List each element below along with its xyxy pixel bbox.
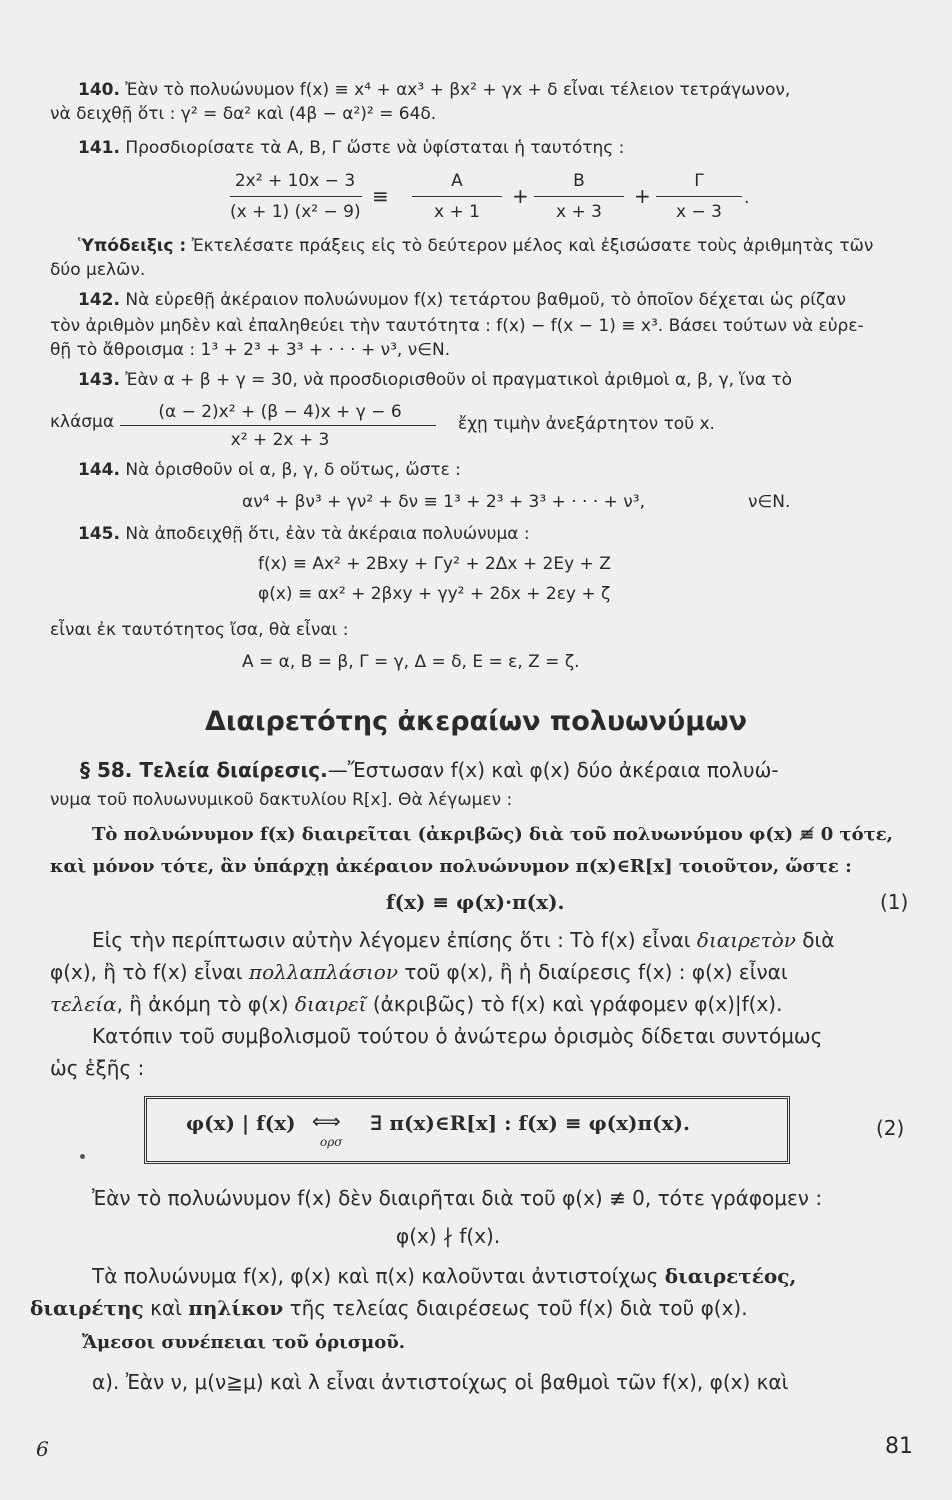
text-line7 xyxy=(92,1266,796,1286)
exercise-145-line1 xyxy=(78,526,530,543)
signature-mark: 6 xyxy=(36,1437,49,1461)
box-left: φ(x) | f(x) xyxy=(186,1111,296,1135)
exercise-142-line3: θῇ τὸ ἄθροισμα : 1³ + 2³ + 3³ + · · · + ν³, ν∈N. xyxy=(50,340,451,360)
text: καὶ xyxy=(143,1296,189,1320)
text: , ἢ ἀκόμη τὸ φ(x) xyxy=(116,992,295,1016)
bold-term: διαιρέτης xyxy=(30,1296,144,1320)
exercise-140-line2: νὰ δειχθῇ ὅτι : γ² = δα² καὶ (4β − α²)² = 64δ. xyxy=(50,104,437,124)
exercise-144-line1 xyxy=(78,462,461,479)
fraction-bar xyxy=(230,196,362,197)
text: (ἀκριβῶς) τὸ f(x) καὶ γράφομεν φ(x)|f(x). xyxy=(366,992,783,1016)
hint-text: Ἐκτελέσατε πράξεις εἰς τὸ δεύτερον μέλος καὶ ἐξισώσατε τοὺς ἀριθμητὰς τῶν xyxy=(191,236,874,256)
equation-3: φ(x) ∤ f(x). xyxy=(396,1224,501,1248)
section-58-line2: νυμα τοῦ πολυωνυμικοῦ δακτυλίου R[x]. Θὰ λέγωμεν : xyxy=(50,790,513,810)
klasma-word: κλάσμα xyxy=(50,412,115,432)
emphasis: διαιρετὸν xyxy=(696,928,796,952)
fraction-bar xyxy=(412,196,502,197)
equation-1-tag: (1) xyxy=(880,890,909,914)
equation-1: f(x) ≡ φ(x)·π(x). xyxy=(386,890,565,914)
text-line9: α). Ἐὰν ν, μ(ν≧μ) καὶ λ εἶναι ἀντιστοίχως οἱ βαθμοὶ τῶν f(x), φ(x) καὶ xyxy=(92,1370,789,1394)
section-58-line1 xyxy=(80,760,779,780)
exercise-number: 141. xyxy=(78,138,120,158)
box-right: ∃ π(x)∈R[x] : f(x) ≡ φ(x)π(x). xyxy=(370,1111,690,1135)
stray-dot xyxy=(80,1154,85,1159)
exercise-141-line1 xyxy=(78,140,624,157)
exercise-number: 144. xyxy=(78,460,120,480)
fraction-denominator: (x + 1) (x² − 9) xyxy=(230,202,361,222)
exercise-text: Νὰ ὁρισθοῦν οἱ α, β, γ, δ οὕτως, ὥστε : xyxy=(125,460,461,480)
definition-line2: καὶ μόνον τότε, ἂν ὑπάρχῃ ἀκέραιον πολυώνυμον π(x)∈R[x] τοιοῦτον, ὥστε : xyxy=(50,856,852,877)
emphasis: τελεία xyxy=(50,992,117,1016)
exercise-text: Νὰ εὑρεθῇ ἀκέραιον πολυώνυμον f(x) τετάρτου βαθμοῦ, τὸ ὁποῖον δέχεται ὡς ρίζαν xyxy=(125,290,846,310)
hint-line1 xyxy=(78,238,873,255)
exercise-143-line1 xyxy=(78,372,792,389)
exercise-142-line1 xyxy=(78,292,846,309)
text-line4: Κατόπιν τοῦ συμβολισμοῦ τούτου ὁ ἀνώτερω ὁρισμὸς δίδεται συντόμως xyxy=(92,1024,823,1048)
text-line6: Ἐὰν τὸ πολυώνυμον f(x) δὲν διαιρῆται διὰ τοῦ φ(x) ≢ 0, τότε γράφομεν : xyxy=(92,1186,823,1210)
fraction-numerator: (α − 2)x² + (β − 4)x + γ − 6 xyxy=(158,402,402,422)
exercise-140-line1 xyxy=(78,82,790,99)
exercise-145-eq2: φ(x) ≡ αx² + 2βxy + γy² + 2δx + 2εy + ζ xyxy=(258,584,611,604)
text: Τὰ πολυώνυμα f(x), φ(x) καὶ π(x) καλοῦνται ἀντιστοίχως xyxy=(92,1264,665,1288)
box-arrow: ⟺ xyxy=(312,1109,341,1133)
exercise-number: 140. xyxy=(78,80,120,100)
bold-term: πηλίκον xyxy=(188,1296,284,1320)
exercise-145-eq1: f(x) ≡ Αx² + 2Βxy + Γy² + 2Δx + 2Εy + Ζ xyxy=(258,554,611,574)
fraction-a-denominator: x + 1 xyxy=(434,202,480,222)
page-number: 81 xyxy=(885,1434,913,1459)
exercise-number: 142. xyxy=(78,290,120,310)
exercise-number: 143. xyxy=(78,370,120,390)
exercise-text: Ἐὰν α + β + γ = 30, νὰ προσδιορισθοῦν οἱ πραγματικοὶ ἀριθμοὶ α, β, γ, ἵνα τὸ xyxy=(125,370,792,390)
exercise-144-condition: ν∈N. xyxy=(748,492,791,512)
section-text: —Ἔστωσαν f(x) καὶ φ(x) δύο ἀκέραια πολυώ- xyxy=(327,758,779,782)
text-line3 xyxy=(50,994,782,1014)
exercise-text: Νὰ ἀποδειχθῇ ὅτι, ἐὰν τὰ ἀκέραια πολυώνυμα : xyxy=(125,524,530,544)
fraction-c-denominator: x − 3 xyxy=(676,202,722,222)
exercise-number: 145. xyxy=(78,524,120,544)
exercise-145-line4: εἶναι ἐκ ταυτότητος ἴσα, θὰ εἶναι : xyxy=(50,620,349,640)
section-heading: Διαιρετότης ἀκεραίων πολυωνύμων xyxy=(205,706,747,737)
fraction-a-numerator: Α xyxy=(451,171,463,191)
exercise-text: Ἐὰν τὸ πολυώνυμον f(x) ≡ x⁴ + αx³ + βx² + γx + δ εἶναι τέλειον τετράγωνον, xyxy=(125,80,791,100)
text-line5: ὡς ἑξῆς : xyxy=(50,1056,145,1080)
fraction-b-denominator: x + 3 xyxy=(556,202,602,222)
plus-sign: + xyxy=(634,184,651,208)
text-line1 xyxy=(92,930,834,950)
text-line2 xyxy=(50,962,788,982)
exercise-144-equation: αν⁴ + βν³ + γν² + δν ≡ 1³ + 2³ + 3³ + · · · + ν³, xyxy=(242,492,645,512)
fraction-c-numerator: Γ xyxy=(694,171,704,191)
bold-term: διαιρετέος, xyxy=(664,1264,797,1288)
fraction-bar xyxy=(120,425,436,426)
equiv-sign: ≡ xyxy=(372,184,389,208)
fraction-numerator: 2x² + 10x − 3 xyxy=(234,171,356,191)
fraction-bar xyxy=(656,196,742,197)
exercise-142-line2: τὸν ἀριθμὸν μηδὲν καὶ ἐπαληθεύει τὴν ταυτότητα : f(x) − f(x − 1) ≡ x³. Βάσει τούτων νὰ εὑρε- xyxy=(50,316,864,336)
hint-line2: δύο μελῶν. xyxy=(50,260,146,280)
text: τοῦ φ(x), ἢ ἡ διαίρεσις f(x) : φ(x) εἶναι xyxy=(397,960,788,984)
definition-line1: Τὸ πολυώνυμον f(x) διαιρεῖται (ἀκριβῶς) διὰ τοῦ πολυωνύμου φ(x) ≢ 0 τότε, xyxy=(92,824,893,845)
exercise-text: Προσδιορίσατε τὰ Α, Β, Γ ὥστε νὰ ὑφίσταται ἡ ταυτότης : xyxy=(125,138,625,158)
subsection-title: Ἄμεσοι συνέπειαι τοῦ ὁρισμοῦ. xyxy=(82,1332,405,1353)
text: φ(x), ἢ τὸ f(x) εἶναι xyxy=(50,960,249,984)
box-arrow-subscript: ορσ xyxy=(320,1135,343,1149)
fraction-bar xyxy=(534,196,624,197)
period: . xyxy=(744,188,750,208)
hint-label: Ὑπόδειξις : xyxy=(78,236,187,256)
emphasis: διαιρεῖ xyxy=(294,992,367,1016)
fraction-b-numerator: Β xyxy=(573,171,585,191)
exercise-143-rest: ἔχῃ τιμὴν ἀνεξάρτητον τοῦ x. xyxy=(458,414,715,434)
exercise-145-eq3: Α = α, Β = β, Γ = γ, Δ = δ, Ε = ε, Ζ = ζ. xyxy=(242,652,580,672)
text: Εἰς τὴν περίπτωσιν αὐτὴν λέγομεν ἐπίσης ὅτι : Τὸ f(x) εἶναι xyxy=(92,928,697,952)
section-title: § 58. Τελεία διαίρεσις. xyxy=(80,758,328,782)
text: τῆς τελείας διαιρέσεως τοῦ f(x) διὰ τοῦ φ(x). xyxy=(283,1296,748,1320)
text-line8 xyxy=(30,1298,748,1318)
fraction-denominator: x² + 2x + 3 xyxy=(230,430,330,450)
text: διὰ xyxy=(795,928,835,952)
emphasis: πολλαπλάσιον xyxy=(248,960,398,984)
plus-sign: + xyxy=(512,184,529,208)
equation-2-tag: (2) xyxy=(876,1116,905,1140)
